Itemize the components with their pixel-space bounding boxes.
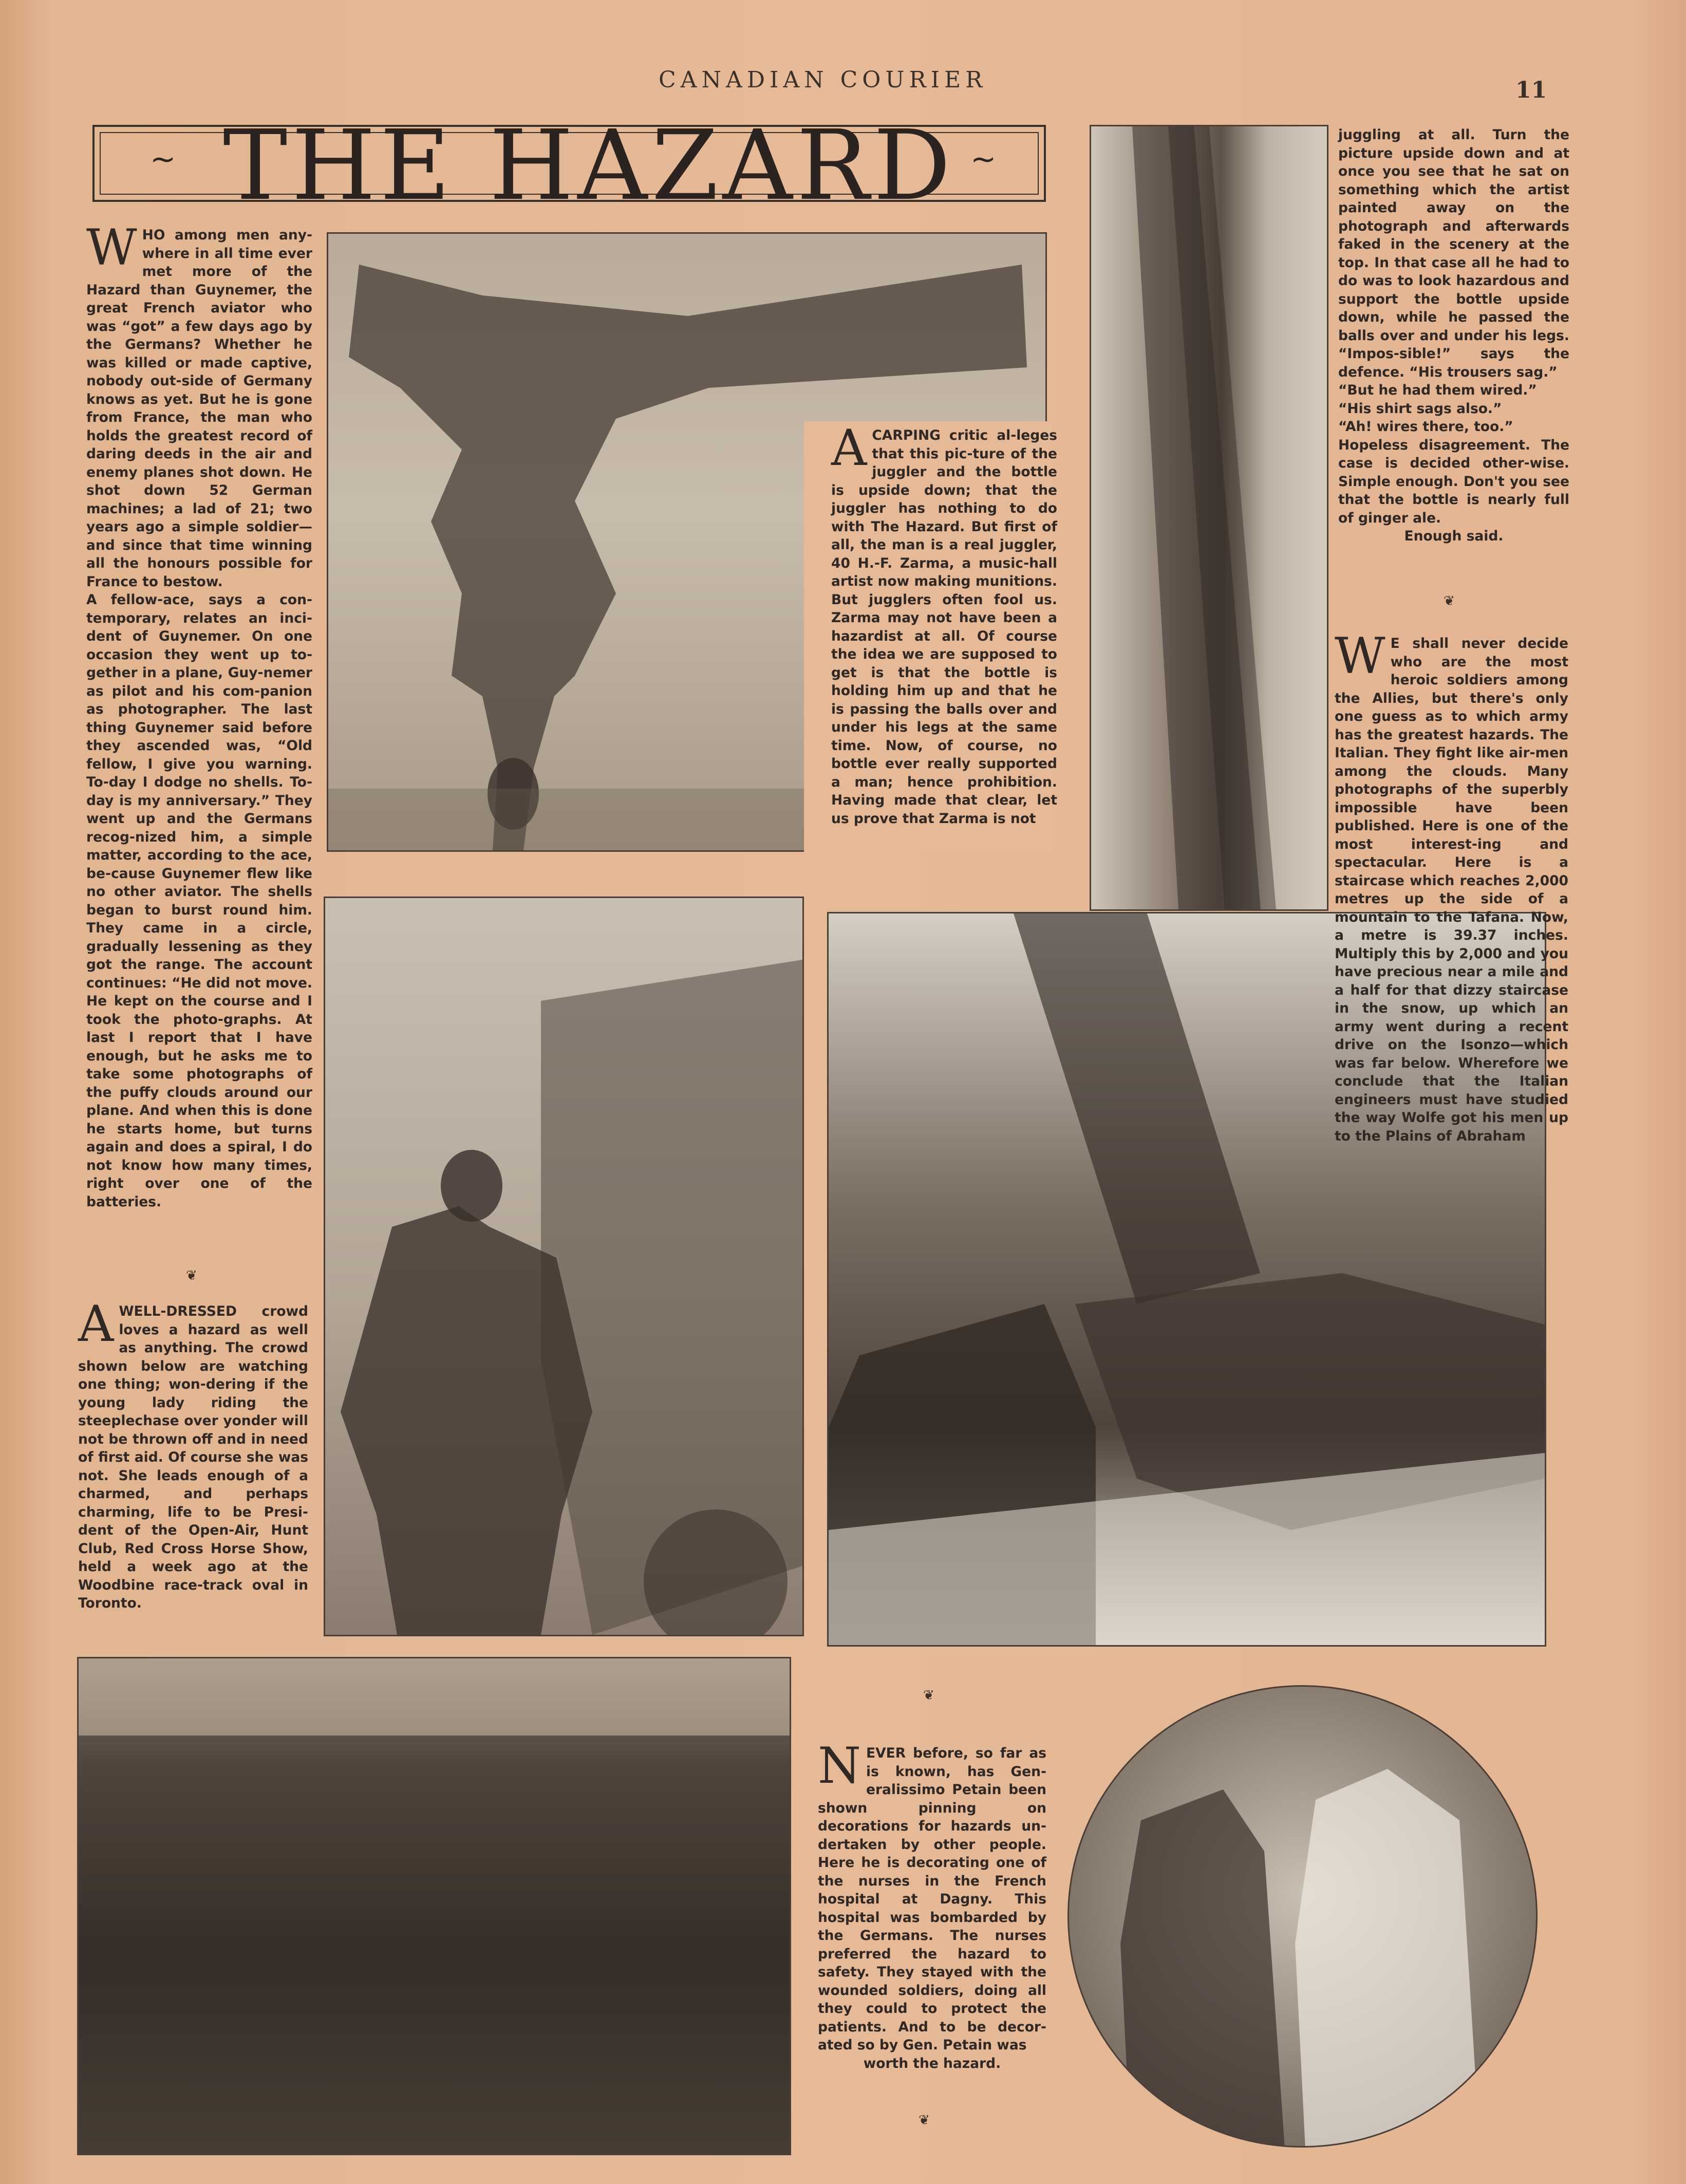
section-separator: ❦ (186, 1268, 197, 1283)
petain-nurse-icon (1069, 1687, 1536, 2146)
petain-text: EVER before, so far as is known, has Gen-eralissimo Petain been shown pinning on decorations for hazards un-dertaken by other people. Here he is decorating one of the nurses in the French hospital at Dagny. This hospital was bombarded by the Germans. The nurses preferred the hazard to safety. They stayed with the wounded soldiers, doing all they could to protect the patients. And to be decor-ated so by Gen. Petain was (818, 1745, 1046, 2053)
dropcap: W (86, 219, 137, 276)
juggler-end: Enough said. (1404, 528, 1504, 544)
juggler-closing: Hopeless disagreement. The case is decided other-wise. Simple enough. Don't you see that the bottle is nearly full of ginger ale. (1338, 437, 1569, 526)
guynemer-paragraph-1: HO among men any-where in all time ever met more of the Hazard than Guynemer, the great French aviator who was “got” a few days ago by the Germans? Whether he was killed or made captive, nobody out-side of Germany knows as yet. But he is gone from France, the man who holds the greatest record of daring deeds in the air and enemy planes shot down. He shot down 52 German machines; a lad of 21; two years ago a simple soldier—and since that time winning all the honours possible for France to bestow. (86, 227, 312, 590)
guynemer-paragraph-2: A fellow-ace, says a con-temporary, relates an inci-dent of Guynemer. On one occasion they went up to-gether in a plane, Guy-nemer as pilot and his com-panion as photographer. The last thing Guynemer said before they ascended was, “Old fellow, I give you warning. To-day I dodge no shells. To-day is my anniversary.” They went up and the Germans recog-nized him, a simple matter, according to the ace, be-cause Guynemer flew like no other aviator. The shells began to burst round him. They came in a circle, gradually lessening as they got the range. The account continues: “He did not move. He kept on the course and I took the photo-graphs. At last I report that I have enough, but he asks me to take some photographs of the puffy clouds around our plane. And when this is done he starts home, but turns again and does a spiral, I do not know how many times, right over one of the batteries. (86, 592, 312, 1210)
petain-end: worth the hazard. (863, 2055, 1001, 2071)
juggler-text: CARPING critic al-leges that this pic-ture of the juggler and the bottle is upside down; that the juggler has nothing to do with The Hazard. But first of all, the man is a real juggler, 40 H.-F. Zarma, a music-hall artist now making munitions. But jugglers often fool us. Zarma may not have been a hazardist at all. Of course the idea we are supposed to get is that the bottle is holding him up and that he is passing the balls over and under his legs at the same time. Now, of course, no bottle ever really supported a man; hence prohibition. Having made that clear, let us prove that Zarma is not (831, 427, 1057, 827)
section-separator: ❦ (923, 1688, 934, 1703)
crowd-text: WELL-DRESSED crowd loves a hazard as well as anything. The crowd shown below are watching one thing; won-dering if the young lady riding the steeplechase over yonder will not be thrown off and in need of first aid. Of course she was not. She leads enough of a charmed, and perhaps charming, life to be Presi-dent of the Open-Air, Hunt Club, Red Cross Horse Show, held a week ago at the Woodbine race-track oval in Toronto. (78, 1303, 308, 1611)
petain-decorating-nurse-photo (1067, 1685, 1538, 2148)
section-separator: ❦ (1444, 593, 1455, 609)
title-ornament-right: ~ (970, 141, 997, 177)
crowd-photo (77, 1657, 791, 2155)
crowd-icon (79, 1658, 790, 2154)
guynemer-article (86, 219, 312, 1264)
page-title: THE HAZARD (223, 109, 955, 222)
dialogue-line-3: “Ah! wires there, too.” (1338, 419, 1513, 435)
dropcap: W (1335, 627, 1385, 685)
dropcap: A (831, 419, 867, 477)
aviator-with-plane-icon (325, 898, 802, 1635)
dialogue-line-2: “His shirt sags also.” (1338, 400, 1502, 417)
section-separator: ❦ (919, 2113, 930, 2128)
staircase-photo-upper (1090, 125, 1328, 911)
juggler-continued-text: juggling at all. Turn the picture upside down and at once you see that he sat on something which the artist painted away on the photograph and afterwards faked in the scenery at the top. In that case all he had to do was to look hazardous and support the bottle upside down, while he passed the balls over and under his legs. “Impos-sible!” says the defence. “His trousers sag.” (1338, 127, 1569, 380)
petain-article (818, 1737, 1046, 2083)
page-number: 11 (1515, 77, 1547, 103)
dropcap: N (818, 1737, 861, 1795)
dialogue-line-1: “But he had them wired.” (1338, 382, 1537, 398)
crowd-article (78, 1295, 308, 1631)
running-title: CANADIAN COURIER (659, 67, 987, 93)
staircase-article (1335, 627, 1568, 1164)
juggler-article-continued (1338, 126, 1569, 568)
title-box (92, 109, 1046, 222)
staircase-text: E shall never decide who are the most heroic soldiers among the Allies, but there's only one guess as to which army has the greatest hazards. The Italian. They fight like air-men among the clouds. Many photographs of the superbly impossible have been published. Here is one of the most interest-ing and spectacular. Here is a staircase which reaches 2,000 metres up the side of a mountain to the Tafana. Now, a metre is 39.37 inches. Multiply this by 2,000 and you have precious near a mile and a half for that dizzy staircase in the snow, up which an army went during a recent drive on the Isonzo—which was far below. Wherefore we conclude that the Italian engineers must have studied the way Wolfe got his men up to the Plains of Abraham (1335, 636, 1568, 1144)
staircase-icon (1091, 126, 1327, 909)
title-ornament-left: ~ (150, 141, 176, 177)
aviator-photo (324, 897, 804, 1636)
dropcap: A (78, 1295, 114, 1353)
juggler-article (831, 419, 1057, 853)
